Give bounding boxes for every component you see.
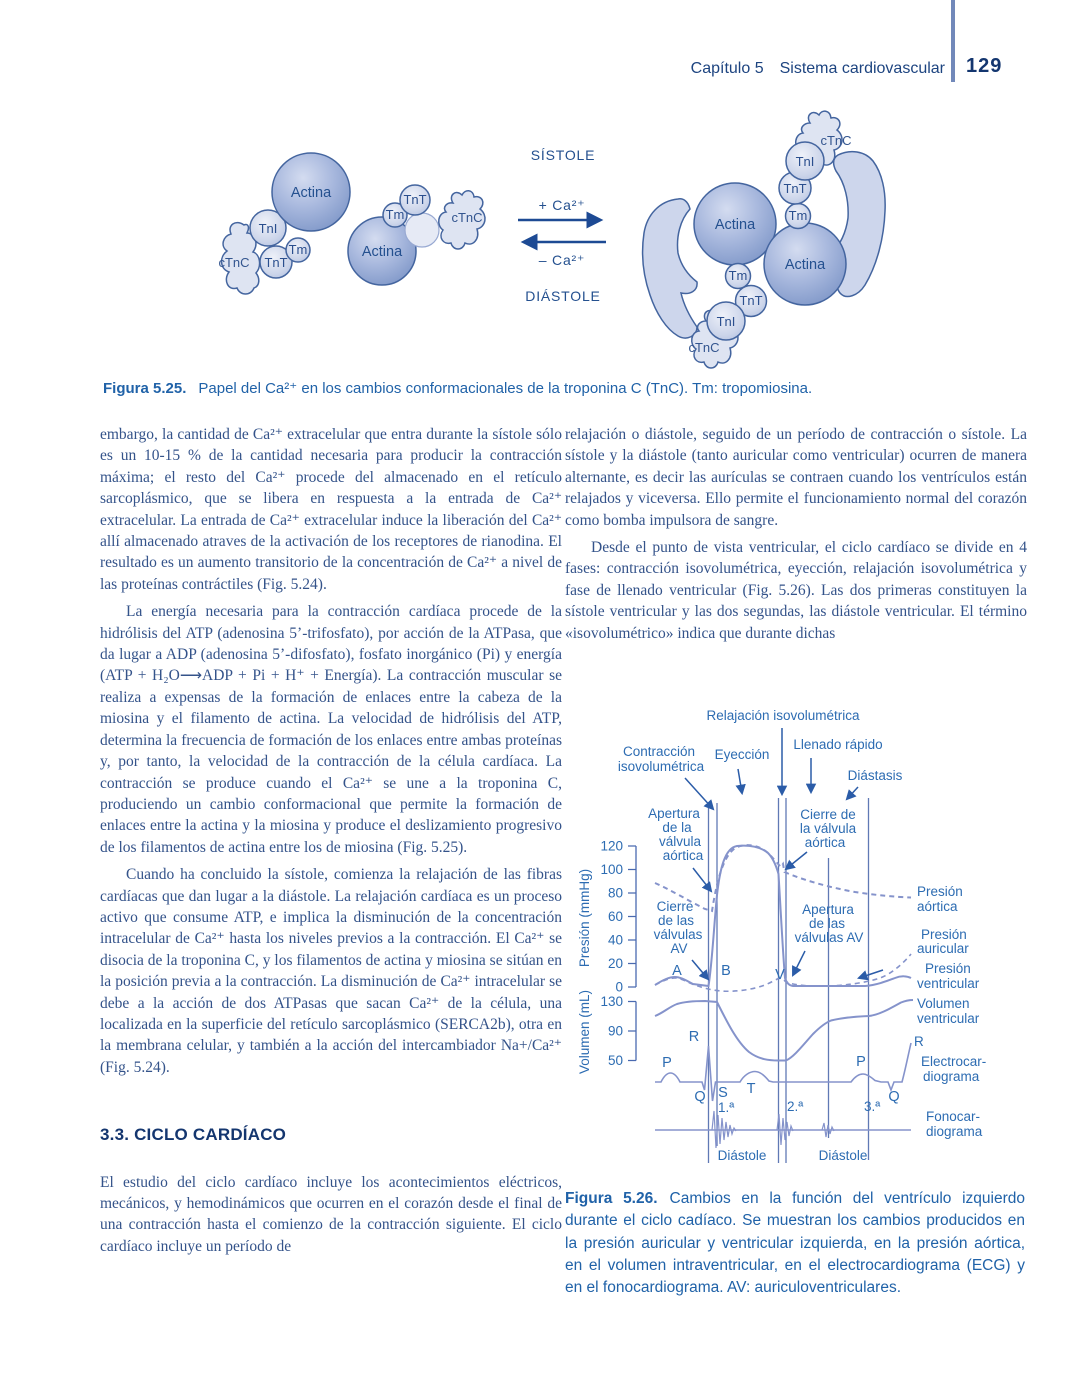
body-paragraph: El estudio del ciclo cardíaco incluye los acontecimientos eléctricos, mecánicos, y hemodinámicos que ocurren en el corazón desde el final de una contracción hasta el comienzo de la contracción siguiente. El ciclo cardíaco incluye un período de <box>100 1173 562 1255</box>
atrial-pressure-label: auricular <box>917 941 969 956</box>
ventricular-pressure-label: ventricular <box>917 976 980 991</box>
minus-ca-label: – Ca²⁺ <box>538 252 586 268</box>
figure-5-26-caption <box>565 1188 1025 1299</box>
plus-ca-label: + Ca²⁺ <box>538 197 586 213</box>
ventricular-volume-label: ventricular <box>917 1011 980 1026</box>
pressure-tick: 20 <box>607 956 623 971</box>
apertura-aortica-label: Apertura <box>648 806 700 821</box>
phono-label: diograma <box>926 1124 983 1139</box>
pressure-tick: 60 <box>607 909 623 924</box>
actina-label: Actina <box>290 185 332 201</box>
tnt-label: TnT <box>783 181 807 196</box>
actina-label: Actina <box>361 244 403 260</box>
ecg-label: diograma <box>923 1069 980 1084</box>
ecg-t-wave-label: T <box>746 1081 756 1097</box>
volume-tick: 50 <box>607 1053 623 1068</box>
atrial-pressure-label: Presión <box>921 927 967 942</box>
body-paragraph: relajación o diástole, seguido de un período de contracción o sístole. La sístole y la diástole (tanto auricular como ventricular) ocurren de manera alternante, es decir las aurículas se contraen cuando los ventrículos están relajados y viceversa. Ello permite el funcionamiento normal del corazón como bomba impulsora de sangre. <box>565 426 1027 529</box>
tm-label: Tm <box>385 207 405 222</box>
pressure-tick: 80 <box>607 885 623 901</box>
tnt-label: TnT <box>264 255 288 270</box>
sistole-label: SÍSTOLE <box>530 147 596 163</box>
apertura-aortica-label: aórtica <box>662 848 704 863</box>
tni-label: TnI <box>795 154 815 169</box>
figure-5-26-caption-text: Cambios en la función del ventrículo izquierdo durante el ciclo cadíaco. Se muestran los cambios producidos en la presión auricular y ventricular izquierda, en la presión aórtica, en el volumen intraventricular, en el electrocardiograma (ECG) y en el fonocardiograma. AV: auriculoventriculares. <box>565 1190 1025 1297</box>
cierre-av-label: válvulas <box>653 927 703 942</box>
phase-contraccion-label: isovolumétrica <box>617 759 705 774</box>
volume-axis-label: Volumen (mL) <box>577 989 592 1075</box>
page-number: 129 <box>966 55 1003 77</box>
section-heading: 3.3. CICLO CARDÍACO <box>100 1125 287 1145</box>
ctnc-label: cTnC <box>688 340 720 355</box>
body-paragraph: La energía necesaria para la contracción cardíaca procede de la hidrólisis del ATP (adenosina 5’-trifosfato), por acción de la ATPasa, que da lugar a ADP (adenosina 5’-difosfato), fosfato inorgánico (Pi) y energía (ATP + H₂O⟶ADP + Pi + H⁺ + Energía). La contracción muscular se realiza a expensas de la formación de enlaces entre la cabeza de la miosina y el filamento de actina. La velocidad de hidrólisis del ATP, determina la frecuencia de formación de los enlaces entre ambas proteínas y, por tanto, la velocidad de la contracción de la célula cardíaca. La contracción se produce cuando el Ca²⁺ se une a la troponina C, produciendo un cambio conformacional que permite la formación de enlaces entre la actina y la miosina y produce el deslizamiento progresivo de los filamentos de actina entre los de miosina (Fig. 5.25). <box>100 603 562 856</box>
pressure-axis <box>628 846 636 987</box>
apertura-av-label: de las <box>808 916 846 931</box>
tm-label: Tm <box>728 268 748 283</box>
ventricular-pressure-label: Presión <box>925 961 971 976</box>
cierre-aortica-label: aórtica <box>804 835 846 850</box>
aortic-pressure-label: aórtica <box>917 899 958 914</box>
annotation-arrow <box>738 769 742 793</box>
annotation-arrow <box>847 787 858 799</box>
pressure-tick: 120 <box>600 838 623 854</box>
volume-tick: 90 <box>607 1023 623 1039</box>
cierre-av-label: Cierre <box>656 899 694 914</box>
annotation-arrow <box>786 852 807 869</box>
ctnc-label: cTnC <box>820 133 852 148</box>
annotation-arrow <box>692 960 708 979</box>
diastole-label: DIÁSTOLE <box>525 288 601 304</box>
apertura-aortica-label: válvula <box>658 834 702 849</box>
volume-axis <box>628 1002 636 1061</box>
ecg-p-wave-label: P <box>662 1055 672 1071</box>
ctnc-label: cTnC <box>451 210 483 225</box>
ventricular-volume-label: Volumen <box>917 996 970 1011</box>
body-paragraph: embargo, la cantidad de Ca²⁺ extracelular que entra durante la sístole sólo es un 10-15 % de la cantidad necesaria para producir la contracción máxima; el resto del Ca²⁺ procede del almacenado en el retículo sarcoplásmico, que se libera en respuesta a la entrada de Ca²⁺ extracelular. La entrada de Ca²⁺ extracelular induce la liberación del Ca²⁺ allí almacenado atraves de la activación de los receptores de rianodina. El resultado es un aumento transitorio de la concentración de Ca²⁺ a nivel de las proteínas contráctiles (Fig. 5.24). <box>100 426 562 593</box>
figure-5-26-cardiac-cycle-chart <box>565 690 1029 1168</box>
annotation-arrow <box>859 970 883 978</box>
cierre-aortica-label: Cierre de <box>800 807 856 822</box>
annotation-arrow <box>793 951 805 975</box>
faint-circle <box>405 213 439 247</box>
phase-diastasis-label: Diástasis <box>847 768 903 783</box>
apertura-av-label: válvulas AV <box>794 930 864 945</box>
figure-5-25-caption <box>103 379 988 397</box>
right-column <box>565 424 1027 644</box>
ecg-r-wave-label: R <box>914 1034 924 1049</box>
tnt-label: TnT <box>403 192 427 207</box>
book-title: Sistema cardiovascular <box>779 60 945 77</box>
aortic-pressure-label: Presión <box>917 884 963 899</box>
cierre-av-label: AV <box>670 941 688 956</box>
heart-sound-2-label: 2.ª <box>787 1099 804 1114</box>
chapter-label: Capítulo 5 <box>690 60 764 77</box>
bottom-diastole-label: Diástole <box>717 1148 767 1163</box>
body-paragraph: Cuando ha concluido la sístole, comienza la relajación de las fibras cardíacas que dan lugar a la diástole. La relajación cardíaca es un proceso activo que consume ATP, e implica la disminución de la concentración intracelular de Ca²⁺ hasta los niveles previos a la contracción. El Ca²⁺ se disocia de la troponina C, y los filamentos de actina y miosina se sitúan en la posición previa a la contracción. La disminución de Ca²⁺ intracelular se debe a la acción de dos ATPasas que sacan Ca²⁺ de la célula, una localizada en la superficie del retículo sarcoplásmico (SERCA2b), otra en la membrana celular, y también a la acción del intercambiador Na+/Ca²⁺ (Fig. 5.24). <box>100 866 562 1076</box>
ecg-q-wave-label: Q <box>694 1089 706 1105</box>
ecg-s-wave-label: S <box>718 1085 728 1101</box>
bottom-diastole-label: Diástole <box>818 1148 868 1163</box>
apertura-aortica-label: de la <box>662 820 692 835</box>
pressure-axis-label: Presión (mmHg) <box>577 868 592 968</box>
ecg-r-wave-label: R <box>688 1029 700 1045</box>
pressure-tick: 40 <box>607 932 623 948</box>
header-divider-bar <box>951 0 955 82</box>
left-column <box>100 424 562 1257</box>
body-paragraph: Desde el punto de vista ventricular, el ciclo cardíaco se divide en 4 fases: contracción isovolumétrica, eyección, relajación isovolumétrica y fase de llenado ventricular (Fig. 5.26). Las dos primeras constituyen la sístole ventricular y las dos segundas, las diástole ventricular. El término «isovolumétrico» indica que durante dichas <box>565 539 1027 642</box>
annotation-arrow <box>685 778 713 809</box>
myosin-blob-left <box>643 199 697 338</box>
tni-label: TnI <box>716 314 736 329</box>
phono-label: Fonocar- <box>926 1109 981 1124</box>
cierre-aortica-label: la válvula <box>799 821 857 836</box>
ecg-label: Electrocar- <box>921 1054 987 1069</box>
phase-llenado-label: Llenado rápido <box>793 737 883 752</box>
heart-sound-3-label: 3.ª <box>864 1099 881 1114</box>
tnt-label: TnT <box>739 293 763 308</box>
tm-label: Tm <box>788 208 808 223</box>
phase-eyeccion-label: Eyección <box>714 747 770 762</box>
figure-5-25-caption-text: Papel del Ca²⁺ en los cambios conformacionales de la troponina C (TnC). Tm: tropomiosina. <box>198 380 813 397</box>
figure-5-26-caption-label: Figura 5.26. <box>565 1190 658 1207</box>
tm-label: Tm <box>288 242 308 257</box>
heart-sound-1-label: 1.ª <box>718 1100 735 1115</box>
pressure-tick: 0 <box>615 979 623 995</box>
figure-5-25-troponin-diagram <box>170 103 915 375</box>
cierre-av-label: de las <box>657 913 695 928</box>
atrial-b-wave-label: B <box>721 963 731 979</box>
ecg-p-wave-label: P <box>856 1054 866 1070</box>
actina-label: Actina <box>784 257 826 273</box>
tni-label: TnI <box>258 221 278 236</box>
pressure-tick: 100 <box>600 862 623 877</box>
ctnc-label: cTnC <box>218 255 250 270</box>
phase-relajacion-label: Relajación isovolumétrica <box>706 708 860 723</box>
ecg-q-wave-label: Q <box>888 1089 900 1105</box>
volume-tick: 130 <box>600 994 623 1009</box>
page-header <box>520 60 945 78</box>
phase-contraccion-label: Contracción <box>622 744 696 759</box>
figure-5-25-caption-label: Figura 5.25. <box>103 380 187 397</box>
atrial-a-wave-label: A <box>672 963 682 979</box>
actina-label: Actina <box>714 217 756 233</box>
atrial-v-wave-label: V <box>775 967 785 983</box>
apertura-av-label: Apertura <box>802 902 854 917</box>
